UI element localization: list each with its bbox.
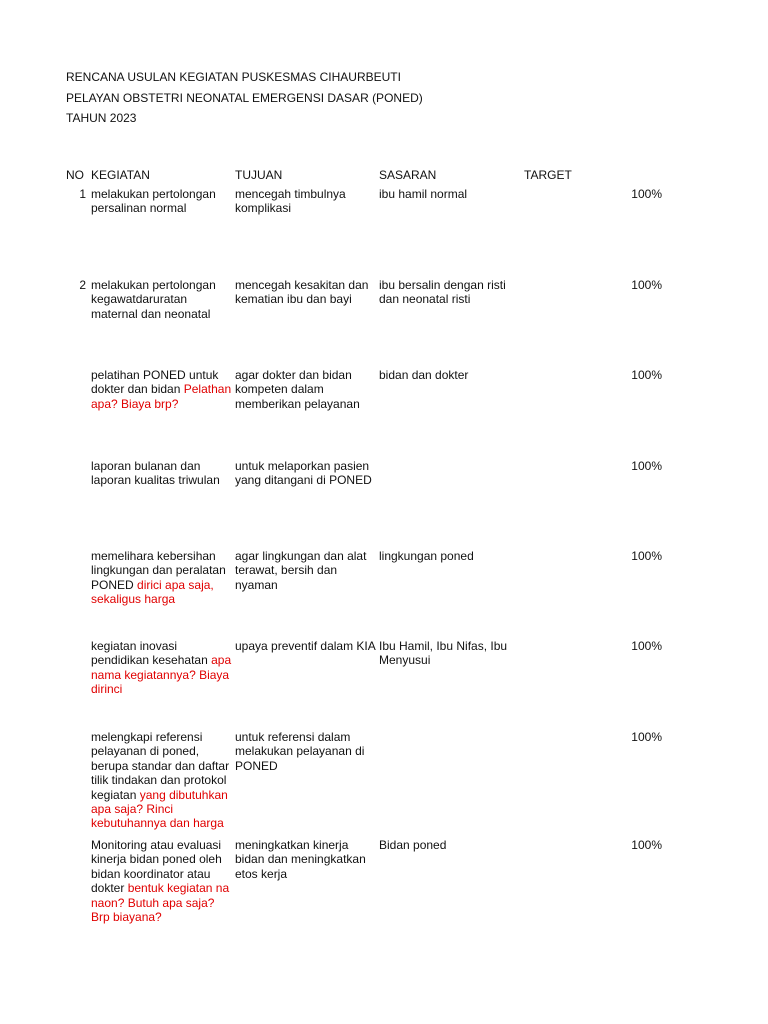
kegiatan-text: laporan bulanan dan laporan kualitas triwulan [91,459,220,488]
tujuan-cell: agar lingkungan dan alat terawat, bersih dan nyaman [235,549,367,592]
tujuan-cell: agar dokter dan bidan kompeten dalam memberikan pelayanan [235,368,360,411]
target-cell: 100% [631,278,662,292]
review-note: yang dibutuhkan apa saja? Rinci kebutuhannya dan harga [91,787,228,831]
kegiatan-text: melakukan pertolongan persalinan normal [91,187,216,216]
document-title: RENCANA USULAN KEGIATAN PUSKESMAS CIHAURBEUTI [66,70,401,84]
kegiatan-cell [91,459,233,488]
kegiatan-text: kegiatan inovasi pendidikan kesehatan [91,639,208,668]
kegiatan-cell [91,549,233,607]
review-note: bentuk kegiatan na naon? Butuh apa saja? Brp biayana? [91,881,230,925]
kegiatan-text: melengkapi referensi pelayanan di poned, berupa standar dan daftar tilik tindakan dan protokol kegiatan [91,730,230,802]
row-number: 2 [79,278,86,292]
target-cell: 100% [631,838,662,852]
target-cell: 100% [631,368,662,382]
kegiatan-cell [91,639,233,697]
document-subtitle: PELAYAN OBSTETRI NEONATAL EMERGENSI DASAR (PONED) [66,91,423,105]
kegiatan-cell [91,278,233,321]
review-note: apa nama kegiatannya? Biaya dirinci [91,653,232,697]
column-header-target: TARGET [524,168,572,182]
review-note: Pelathan apa? Biaya brp? [91,382,232,411]
kegiatan-text: melakukan pertolongan kegawatdaruratan maternal dan neonatal [91,278,216,321]
sasaran-cell: ibu bersalin dengan risti dan neonatal risti [379,278,506,307]
tujuan-cell: upaya preventif dalam KIA [235,639,376,653]
kegiatan-cell [91,368,233,411]
kegiatan-cell [91,730,233,832]
tujuan-cell: untuk referensi dalam melakukan pelayanan di PONED [235,730,365,773]
tujuan-cell: untuk melaporkan pasien yang ditangani di PONED [235,459,372,488]
sasaran-cell: Ibu Hamil, Ibu Nifas, Ibu Menyusui [379,639,508,668]
kegiatan-text: memelihara kebersihan lingkungan dan peralatan PONED [91,549,226,592]
sasaran-cell: Bidan poned [379,838,447,852]
document-year: TAHUN 2023 [66,111,137,125]
row-number: 1 [79,187,86,201]
sasaran-cell: ibu hamil normal [379,187,468,201]
column-header-kegiatan: KEGIATAN [91,168,150,182]
target-cell: 100% [631,730,662,744]
target-cell: 100% [631,187,662,201]
tujuan-cell: mencegah timbulnya komplikasi [235,187,346,216]
sasaran-cell: bidan dan dokter [379,368,469,382]
target-cell: 100% [631,639,662,653]
column-header-no: NO [66,168,84,182]
column-header-sasaran: SASARAN [379,168,437,182]
kegiatan-cell [91,838,233,936]
target-cell: 100% [631,549,662,563]
kegiatan-text: pelatihan PONED untuk dokter dan bidan [91,368,219,397]
sasaran-cell: lingkungan poned [379,549,474,563]
kegiatan-cell [91,187,233,216]
review-note: dirici apa saja, sekaligus harga [91,577,214,607]
target-cell: 100% [631,459,662,473]
tujuan-cell: meningkatkan kinerja bidan dan meningkatkan etos kerja [235,838,366,881]
column-header-tujuan: TUJUAN [235,168,283,182]
kegiatan-text: Monitoring atau evaluasi kinerja bidan poned oleh bidan koordinator atau dokter [91,838,222,896]
tujuan-cell: mencegah kesakitan dan kematian ibu dan bayi [235,278,369,307]
